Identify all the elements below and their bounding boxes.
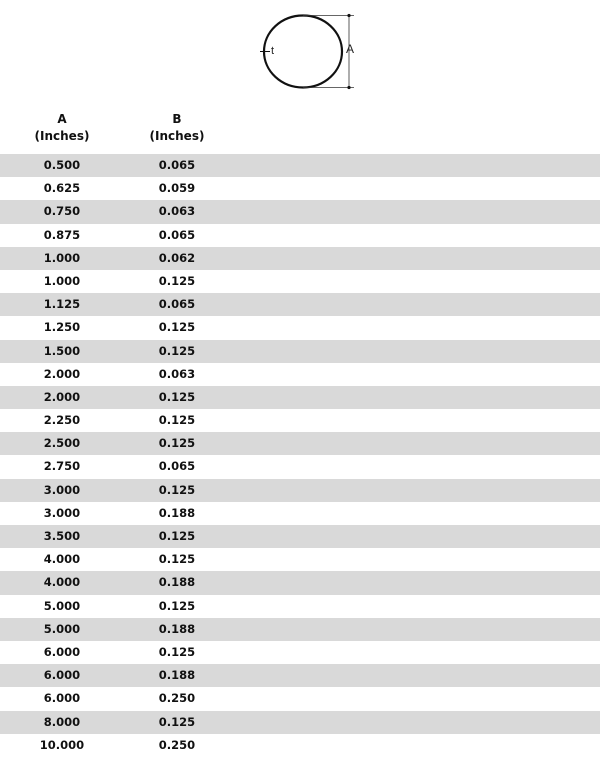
cell-b-value: 0.250 — [158, 691, 196, 706]
cell-a-value: 6.000 — [43, 644, 81, 659]
tube-outline — [264, 16, 342, 88]
table-row — [0, 571, 600, 594]
table-row — [0, 664, 600, 687]
cell-a-value: 8.000 — [43, 714, 81, 729]
cell-a-value: 1.000 — [43, 250, 81, 265]
cell-a-value: 2.500 — [43, 436, 81, 451]
cell-a-value: 1.125 — [43, 297, 81, 312]
table-row — [0, 548, 600, 571]
cell-b-value: 0.188 — [158, 621, 196, 636]
table-row — [0, 154, 600, 177]
table-row — [0, 293, 600, 316]
table-row — [0, 618, 600, 641]
cell-b-value: 0.065 — [158, 459, 196, 474]
cell-b-value: 0.065 — [158, 158, 196, 172]
column-header-a-symbol: A — [57, 112, 67, 126]
cell-b-value: 0.063 — [158, 366, 196, 381]
cell-a-value: 5.000 — [43, 598, 81, 613]
table-row — [0, 641, 600, 664]
table-row — [0, 270, 600, 293]
cell-a-value: 2.000 — [43, 366, 81, 381]
table-row — [0, 711, 600, 734]
cell-a-value: 3.000 — [43, 505, 81, 520]
cell-b-value: 0.188 — [158, 505, 196, 520]
tube-diagram-graphic — [0, 0, 600, 100]
cell-a-value: 4.000 — [43, 575, 81, 590]
table-row — [0, 687, 600, 710]
cell-b-value: 0.063 — [158, 204, 196, 219]
column-header-a — [2, 111, 122, 145]
table-row — [0, 200, 600, 223]
cell-a-value: 6.000 — [43, 691, 81, 706]
column-header-a-unit: (Inches) — [34, 129, 90, 143]
cell-b-value: 0.125 — [158, 714, 196, 729]
cell-b-value: 0.125 — [158, 644, 196, 659]
cell-b-value: 0.125 — [158, 436, 196, 451]
table-row — [0, 525, 600, 548]
table-row — [0, 340, 600, 363]
cell-a-value: 2.000 — [43, 389, 81, 404]
table-row — [0, 409, 600, 432]
cell-b-value: 0.188 — [158, 668, 196, 683]
table-row — [0, 595, 600, 618]
cell-b-value: 0.125 — [158, 389, 196, 404]
thickness-label: t — [271, 45, 275, 57]
cell-a-value: 1.000 — [43, 273, 81, 288]
column-header-b — [117, 111, 237, 145]
cell-a-value: 1.250 — [43, 320, 81, 335]
cell-b-value: 0.125 — [158, 552, 196, 567]
cell-b-value: 0.125 — [158, 598, 196, 613]
table-row — [0, 316, 600, 339]
cell-a-value: 0.625 — [43, 181, 81, 196]
table-row — [0, 386, 600, 409]
size-table-body — [0, 154, 600, 757]
table-row — [0, 224, 600, 247]
cell-a-value: 0.750 — [43, 204, 81, 219]
cell-a-value: 4.000 — [43, 552, 81, 567]
diameter-label: A — [346, 42, 355, 56]
table-row — [0, 177, 600, 200]
cell-a-value: 2.750 — [43, 459, 81, 474]
table-row — [0, 432, 600, 455]
cell-b-value: 0.065 — [158, 297, 196, 312]
cell-b-value: 0.188 — [158, 575, 196, 590]
cell-b-value: 0.125 — [158, 482, 196, 497]
dimension-tick-top — [347, 14, 350, 17]
table-row — [0, 479, 600, 502]
cell-b-value: 0.125 — [158, 320, 196, 335]
cell-b-value: 0.065 — [158, 227, 196, 242]
cell-a-value: 2.250 — [43, 413, 81, 428]
table-row — [0, 247, 600, 270]
tube-cross-section-diagram — [0, 0, 600, 100]
cell-b-value: 0.250 — [158, 737, 196, 752]
cell-a-value: 10.000 — [39, 737, 85, 752]
cell-b-value: 0.125 — [158, 413, 196, 428]
cell-b-value: 0.125 — [158, 273, 196, 288]
cell-b-value: 0.125 — [158, 529, 196, 543]
column-header-b-symbol: B — [172, 112, 182, 126]
table-row — [0, 363, 600, 386]
cell-b-value: 0.059 — [158, 181, 196, 196]
column-header-b-unit: (Inches) — [149, 129, 205, 143]
table-row — [0, 502, 600, 525]
cell-a-value: 1.500 — [43, 343, 81, 358]
cell-a-value: 0.500 — [43, 158, 81, 172]
table-row — [0, 455, 600, 478]
cell-a-value: 3.500 — [43, 529, 81, 543]
cell-b-value: 0.062 — [158, 250, 196, 265]
dimension-tick-bottom — [347, 86, 350, 89]
cell-a-value: 0.875 — [43, 227, 81, 242]
cell-a-value: 5.000 — [43, 621, 81, 636]
cell-a-value: 6.000 — [43, 668, 81, 683]
table-row — [0, 734, 600, 757]
cell-a-value: 3.000 — [43, 482, 81, 497]
cell-b-value: 0.125 — [158, 343, 196, 358]
table-header — [0, 111, 600, 145]
